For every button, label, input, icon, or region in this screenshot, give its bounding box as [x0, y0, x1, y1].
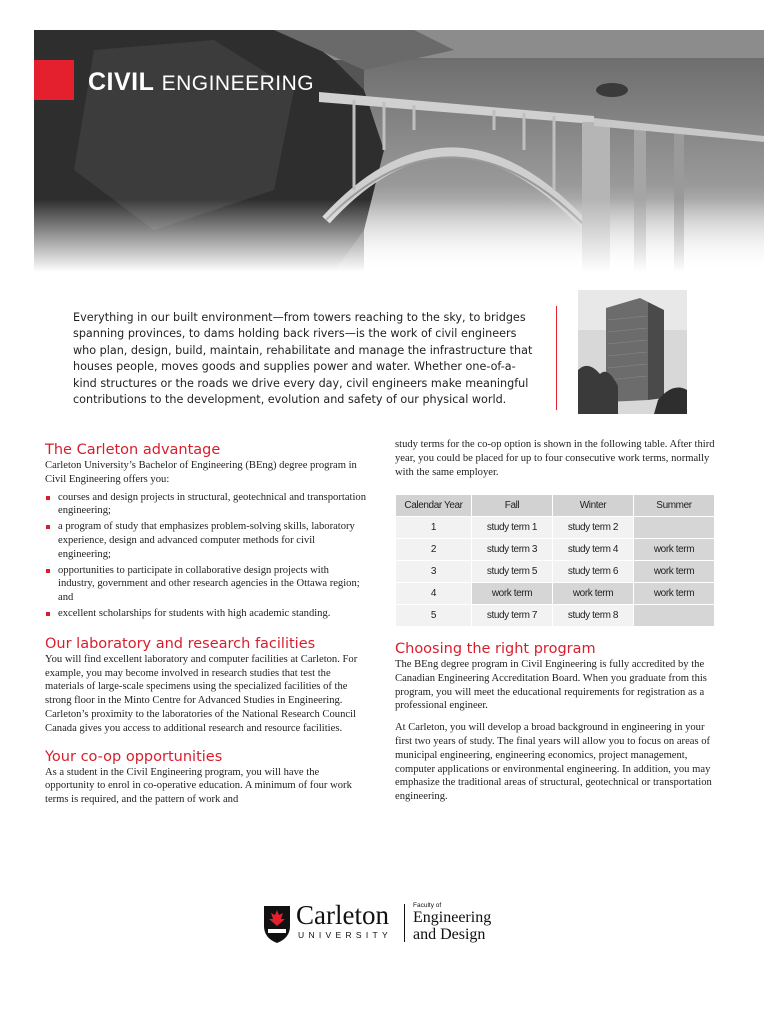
logo-divider	[404, 904, 405, 942]
table-cell: 2	[396, 539, 471, 560]
coop-continued	[395, 438, 715, 479]
table-cell: study term 6	[553, 561, 633, 582]
list-item: opportunities to participate in collaborative design projects with industry, government and other research agencies in the Ottawa region; and	[45, 564, 367, 605]
logo-faculty-of: Faculty of	[413, 902, 442, 909]
logo-university: UNIVERSITY	[298, 930, 393, 940]
hero-bridge-photo	[34, 30, 764, 272]
lab-body: You will find excellent laboratory and computer facilities at Carleton. For example, you may become involved in research studies that test the materials of large-scale specimens using the specialized facilities of the strong floor in the Minto Centre for Advanced Studies in Engineering. Carleton’s proximity to the laboratories of the National Research Council Canada gives you access to additional research and resource facilities.	[45, 653, 358, 734]
shield-icon	[262, 904, 292, 944]
table-row	[396, 583, 714, 604]
advantage-list	[45, 491, 367, 621]
intro-divider	[556, 306, 557, 410]
choosing-section	[395, 640, 717, 804]
table-header-cell: Summer	[634, 495, 714, 516]
advantage-lead: Carleton University’s Bachelor of Engineering (BEng) degree program in Civil Engineering offers you:	[45, 460, 357, 485]
choosing-p1: The BEng degree program in Civil Engineering is fully accredited by the Canadian Engineering Accreditation Board. When you graduate from this program, you will meet the educational requirements for registration as a professional engineer.	[395, 659, 707, 712]
table-row	[396, 605, 714, 626]
logo-faculty-line1: Engineering	[413, 909, 492, 926]
title-light: ENGINEERING	[161, 72, 315, 95]
table-row	[396, 561, 714, 582]
table-cell: work term	[634, 583, 714, 604]
intro-paragraph: Everything in our built environment—from towers reaching to the sky, to bridges spanning provinces, to dams holding back rivers—is the work of civil engineers who plan, design, build, maintain, rehabilitate and manage the infrastructure that houses people, moves goods and supplies power and water. Whether one-of-a-kind structures or the roads we drive every day, civil engineers make meaningful contributions to the development, evolution and safety of our physical world.	[73, 311, 533, 407]
table-cell: study term 4	[553, 539, 633, 560]
table-cell: study term 3	[472, 539, 552, 560]
table-row	[396, 517, 714, 538]
table-cell: work term	[472, 583, 552, 604]
building-illustration	[578, 290, 687, 414]
list-item: courses and design projects in structural, geotechnical and transportation engineering;	[45, 491, 367, 519]
list-item: excellent scholarships for students with high academic standing.	[45, 607, 367, 621]
coop-body: As a student in the Civil Engineering program, you will have the opportunity to enrol in co-operative education. A minimum of four work terms is required, and the pattern of work and	[45, 766, 352, 806]
table-row	[396, 539, 714, 560]
list-item: a program of study that emphasizes problem-solving skills, laboratory experience, design and advanced computer methods for civil engineering;	[45, 520, 367, 561]
table-header-row	[396, 495, 714, 516]
table-cell: study term 8	[553, 605, 633, 626]
logo-faculty-line2: and Design	[413, 926, 486, 943]
table-cell	[634, 517, 714, 538]
table-cell: work term	[634, 561, 714, 582]
table-cell: 4	[396, 583, 471, 604]
table-cell: 5	[396, 605, 471, 626]
logo-name: Carleton	[296, 900, 389, 930]
table-cell: work term	[634, 539, 714, 560]
heading-coop: Your co-op opportunities	[45, 748, 223, 765]
heading-choosing-program: Choosing the right program	[395, 641, 596, 657]
table-cell: study term 7	[472, 605, 552, 626]
title-bold: CIVIL	[88, 68, 155, 96]
choosing-p2: At Carleton, you will develop a broad background in engineering in your first two years of study. The final years will allow you to focus on areas of municipal engineering, engineering economics, project management, computer applications or environmental engineering. In addition, you may emphasize the traditional areas of structural, geotechnical or transportation engineering.	[395, 722, 712, 803]
coop-continued-text: study terms for the co-op option is shown in the following table. After third year, you could be placed for up to four consecutive work terms, normally with the same employer.	[395, 439, 715, 478]
table-cell: work term	[553, 583, 633, 604]
table-cell: study term 5	[472, 561, 552, 582]
table-header-cell: Winter	[553, 495, 633, 516]
title-accent-block	[34, 60, 74, 100]
table-cell: 3	[396, 561, 471, 582]
heading-lab-facilities: Our laboratory and research facilities	[45, 635, 316, 652]
coop-table	[395, 494, 715, 627]
table-cell	[634, 605, 714, 626]
table-cell: 1	[396, 517, 471, 538]
page-title	[88, 68, 314, 97]
bridge-illustration	[34, 30, 764, 272]
table-header-cell: Fall	[472, 495, 552, 516]
table-cell: study term 2	[553, 517, 633, 538]
table-cell: study term 1	[472, 517, 552, 538]
table-header-cell: Calendar Year	[396, 495, 471, 516]
carleton-logo	[262, 900, 522, 946]
building-photo	[578, 290, 687, 414]
left-column	[45, 441, 367, 807]
heading-carleton-advantage: The Carleton advantage	[45, 442, 221, 458]
